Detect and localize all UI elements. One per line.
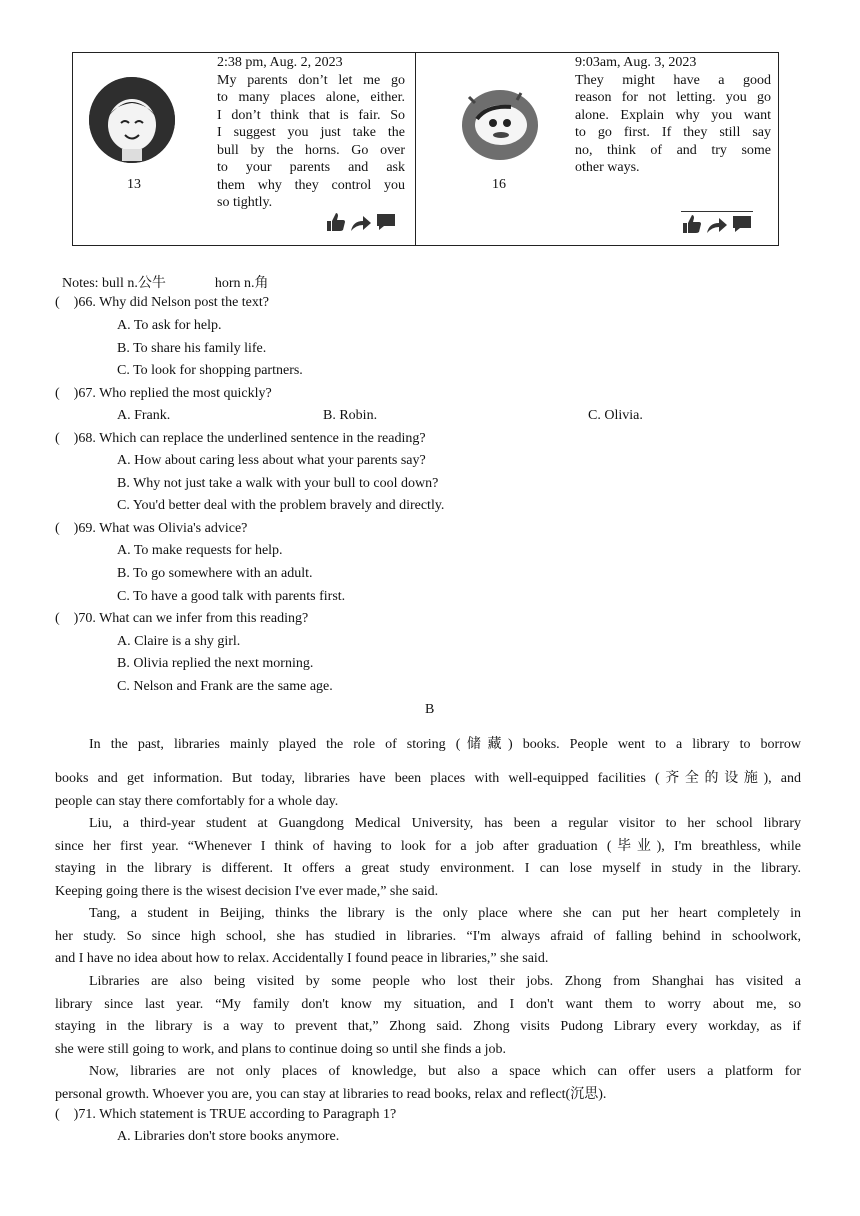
paragraph-line: she were still going to work, and plans to continue doing so until she finds a job. bbox=[55, 1041, 507, 1057]
paragraph-line: staying in the library is different. It offers a great study environment. I can lose myself in study in the library. bbox=[55, 861, 801, 876]
paragraph-line: people can stay there comfortably for a whole day. bbox=[55, 793, 339, 809]
paragraph-4 bbox=[55, 971, 801, 1061]
paragraph-line: books and get information. But today, libraries have been places with well-equipped facilities (齐全的设施), and bbox=[55, 771, 801, 786]
question-68-option-a: A. How about caring less about what your parents say? bbox=[117, 453, 426, 468]
question-69-option-a: A. To make requests for help. bbox=[117, 543, 283, 558]
paragraph-5 bbox=[55, 1061, 801, 1106]
paragraph-1 bbox=[55, 734, 801, 757]
paragraph-line: her study. So since high school, she has studied in libraries. “I'm always afraid of falling behind in schoolwork, bbox=[55, 928, 801, 944]
question-71: ( )71. Which statement is TRUE according to Paragraph 1? bbox=[55, 1107, 397, 1122]
comment-icon[interactable] bbox=[731, 213, 753, 235]
reply-line: alone. Explain why you want bbox=[575, 107, 771, 123]
paragraph-line: Liu, a third-year student at Guangdong Medical University, has been a regular visitor to her school library bbox=[89, 816, 801, 831]
reply-line: reason for not letting. you go bbox=[575, 90, 771, 105]
replies-table bbox=[72, 52, 779, 246]
question-67-option-b: B. Robin. bbox=[323, 408, 378, 423]
reply-line: other ways. bbox=[575, 160, 640, 175]
reply-line: no, think of and try some bbox=[575, 142, 771, 158]
question-66-option-c: C. To look for shopping partners. bbox=[117, 363, 303, 378]
table-divider bbox=[415, 53, 416, 245]
paragraph-line: Now, libraries are not only places of knowledge, but also a space which can offer users a platform for bbox=[89, 1064, 801, 1079]
paragraph-1-continued bbox=[55, 768, 801, 813]
question-71-option-a: A. Libraries don't store books anymore. bbox=[117, 1129, 340, 1144]
question-67-option-a: A. Frank. bbox=[117, 408, 171, 423]
reply-line: to go first. If they still say bbox=[575, 125, 771, 140]
question-67: ( )67. Who replied the most quickly? bbox=[55, 386, 272, 401]
vocabulary-notes: Notes: bull n.公牛 horn n.角 bbox=[62, 276, 269, 291]
paragraph-line: and I have no idea about how to relax. Accidentally I found peace in libraries,” she said. bbox=[55, 951, 549, 966]
reply-line: bull by the horns. Go over bbox=[217, 142, 405, 158]
question-70-option-a: A. Claire is a shy girl. bbox=[117, 634, 241, 649]
question-70-option-b: B. Olivia replied the next morning. bbox=[117, 656, 314, 671]
user-13-reply bbox=[217, 54, 405, 212]
question-69-option-c: C. To have a good talk with parents first. bbox=[117, 589, 346, 604]
reply-line: to many places alone, either. bbox=[217, 90, 405, 105]
question-69-option-b: B. To go somewhere with an adult. bbox=[117, 566, 313, 581]
girl-avatar-icon bbox=[89, 77, 175, 163]
reply-line: I don’t think that is fair. So bbox=[217, 107, 405, 123]
user-13-number: 13 bbox=[127, 177, 141, 192]
paragraph-line: personal growth. Whoever you are, you can stay at libraries to read books, relax and reflect(沉思). bbox=[55, 1086, 607, 1102]
question-68-option-c: C. You'd better deal with the problem bravely and directly. bbox=[117, 498, 445, 513]
thumbs-up-icon[interactable] bbox=[325, 211, 347, 233]
user-16-number: 16 bbox=[492, 177, 506, 192]
paragraph-line: library since last year. “My family don't know my situation, and I don't want them to worry about me, so bbox=[55, 996, 801, 1012]
reply-line: to your parents and ask bbox=[217, 160, 405, 175]
user-16-avatar bbox=[461, 87, 539, 161]
paragraph-line: staying in the library is a way to prevent that,” Zhong said. Zhong visits Pudong Library every workday, as if bbox=[55, 1019, 801, 1034]
reply-line: 2:38 pm, Aug. 2, 2023 bbox=[217, 55, 343, 70]
question-70-option-c: C. Nelson and Frank are the same age. bbox=[117, 679, 333, 694]
question-66: ( )66. Why did Nelson post the text? bbox=[55, 295, 269, 310]
thumbs-up-icon[interactable] bbox=[681, 213, 703, 235]
reply-line: so tightly. bbox=[217, 195, 273, 210]
paragraph-2 bbox=[55, 813, 801, 903]
paragraph-3 bbox=[55, 903, 801, 971]
paragraph-line: since her first year. “Whenever I think of having to look for a job after graduation (毕业), I'm breathless, while bbox=[55, 838, 801, 854]
reply-line: 9:03am, Aug. 3, 2023 bbox=[575, 55, 697, 70]
question-70: ( )70. What can we infer from this reading? bbox=[55, 611, 309, 626]
question-68-option-b: B. Why not just take a walk with your bull to cool down? bbox=[117, 476, 439, 491]
question-69: ( )69. What was Olivia's advice? bbox=[55, 521, 248, 536]
user-13-avatar bbox=[89, 77, 175, 163]
cartoon-boy-avatar-icon bbox=[461, 87, 539, 161]
user-13-actions bbox=[325, 211, 397, 233]
question-68: ( )68. Which can replace the underlined sentence in the reading? bbox=[55, 431, 426, 446]
paragraph-line: Tang, a student in Beijing, thinks the library is the only place where she can put her heart completely in bbox=[89, 906, 801, 921]
question-66-option-b: B. To share his family life. bbox=[117, 341, 267, 356]
paragraph-line: In the past, libraries mainly played the role of storing (储藏) books. People went to a library to borrow bbox=[89, 737, 801, 752]
user-16-actions bbox=[681, 211, 753, 235]
share-icon[interactable] bbox=[705, 213, 729, 235]
paragraph-line: Keeping going there is the wisest decision I've ever made,” she said. bbox=[55, 883, 439, 899]
question-66-option-a: A. To ask for help. bbox=[117, 318, 222, 333]
reply-line: My parents don’t let me go bbox=[217, 72, 405, 88]
user-16-reply bbox=[575, 54, 771, 177]
reply-line: them why they control you bbox=[217, 177, 405, 193]
share-icon[interactable] bbox=[349, 211, 373, 233]
reply-line: I suggest you just take the bbox=[217, 125, 405, 140]
paragraph-line: Libraries are also being visited by some people who lost their jobs. Zhong from Shanghai has visited a bbox=[89, 974, 801, 989]
comment-icon[interactable] bbox=[375, 211, 397, 233]
reply-line: They might have a good bbox=[575, 72, 771, 88]
question-67-option-c: C. Olivia. bbox=[588, 408, 643, 423]
section-b-title: B bbox=[425, 702, 435, 717]
